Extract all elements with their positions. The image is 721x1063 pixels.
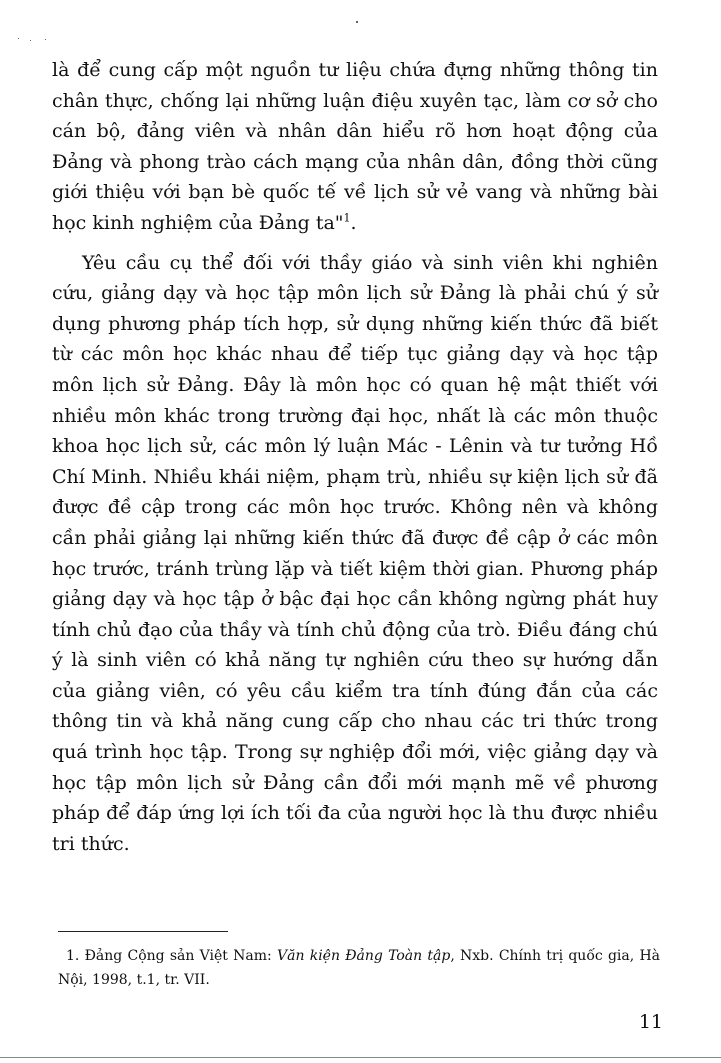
scan-speck [30, 40, 31, 41]
footnote-reference: 1 [343, 211, 351, 225]
footnote-separator [58, 931, 228, 932]
footnote [58, 944, 660, 992]
scan-speck [45, 39, 46, 40]
paragraph-2: Yêu cầu cụ thể đối với thầy giáo và sinh viên khi nghiên cứu, giảng dạy và học tập môn lịch sử Đảng là phải chú ý sử dụng phương pháp tích hợp, sử dụng những kiến thức đã biết từ các môn học khác nhau để tiếp tục giảng dạy và học tập môn lịch sử Đảng. Đây là môn học có quan hệ mật thiết với nhiều môn khác trong trường đại học, nhất là các môn thuộc khoa học lịch sử, các môn lý luận Mác - Lênin và tư tưởng Hồ Chí Minh. Nhiều khái niệm, phạm trù, nhiều sự kiện lịch sử đã được đề cập trong các môn học trước. Không nên và không cần phải giảng lại những kiến thức đã được đề cập ở các môn học trước, tránh trùng lặp và tiết kiệm thời gian. Phương pháp giảng dạy và học tập ở bậc đại học cần không ngừng phát huy tính chủ đạo của thầy và tính chủ động của trò. Điều đáng chú ý là sinh viên có khả năng tự nghiên cứu theo sự hướng dẫn của giảng viên, có yêu cầu kiểm tra tính đúng đắn của các thông tin và khả năng cung cấp cho nhau các tri thức trong quá trình học tập. Trong sự nghiệp đổi mới, việc giảng dạy và học tập môn lịch sử Đảng cần đổi mới mạnh mẽ về phương pháp để đáp ứng lợi ích tối đa của người học là thu được nhiều tri thức. [52, 251, 658, 855]
paragraph-1-text: là để cung cấp một nguồn tư liệu chứa đựng những thông tin chân thực, chống lại những luận điệu xuyên tạc, làm cơ sở cho cán bộ, đảng viên và nhân dân hiểu rõ hơn hoạt động của Đảng và phong trào cách mạng của nhân dân, đồng thời cũng giới thiệu với bạn bè quốc tế về lịch sử vẻ vang và những bài học kinh nghiệm của Đảng ta" [52, 59, 658, 234]
scan-bottom-edge [0, 1057, 721, 1058]
body-text [52, 55, 658, 859]
footnote-author: Đảng Cộng sản Việt Nam: [84, 948, 272, 964]
paragraph-continued [52, 55, 658, 239]
footnote-details: , Nxb. Chính trị quốc gia, Hà Nội, 1998, t.1, tr. VII. [58, 948, 661, 988]
footnote-number: 1. [66, 948, 80, 964]
scan-speck [18, 38, 19, 39]
paragraph-1-end: . [350, 211, 357, 234]
scan-speck [356, 21, 358, 23]
footnote-title: Văn kiện Đảng Toàn tập [276, 948, 451, 964]
page-number: 11 [638, 1011, 663, 1033]
